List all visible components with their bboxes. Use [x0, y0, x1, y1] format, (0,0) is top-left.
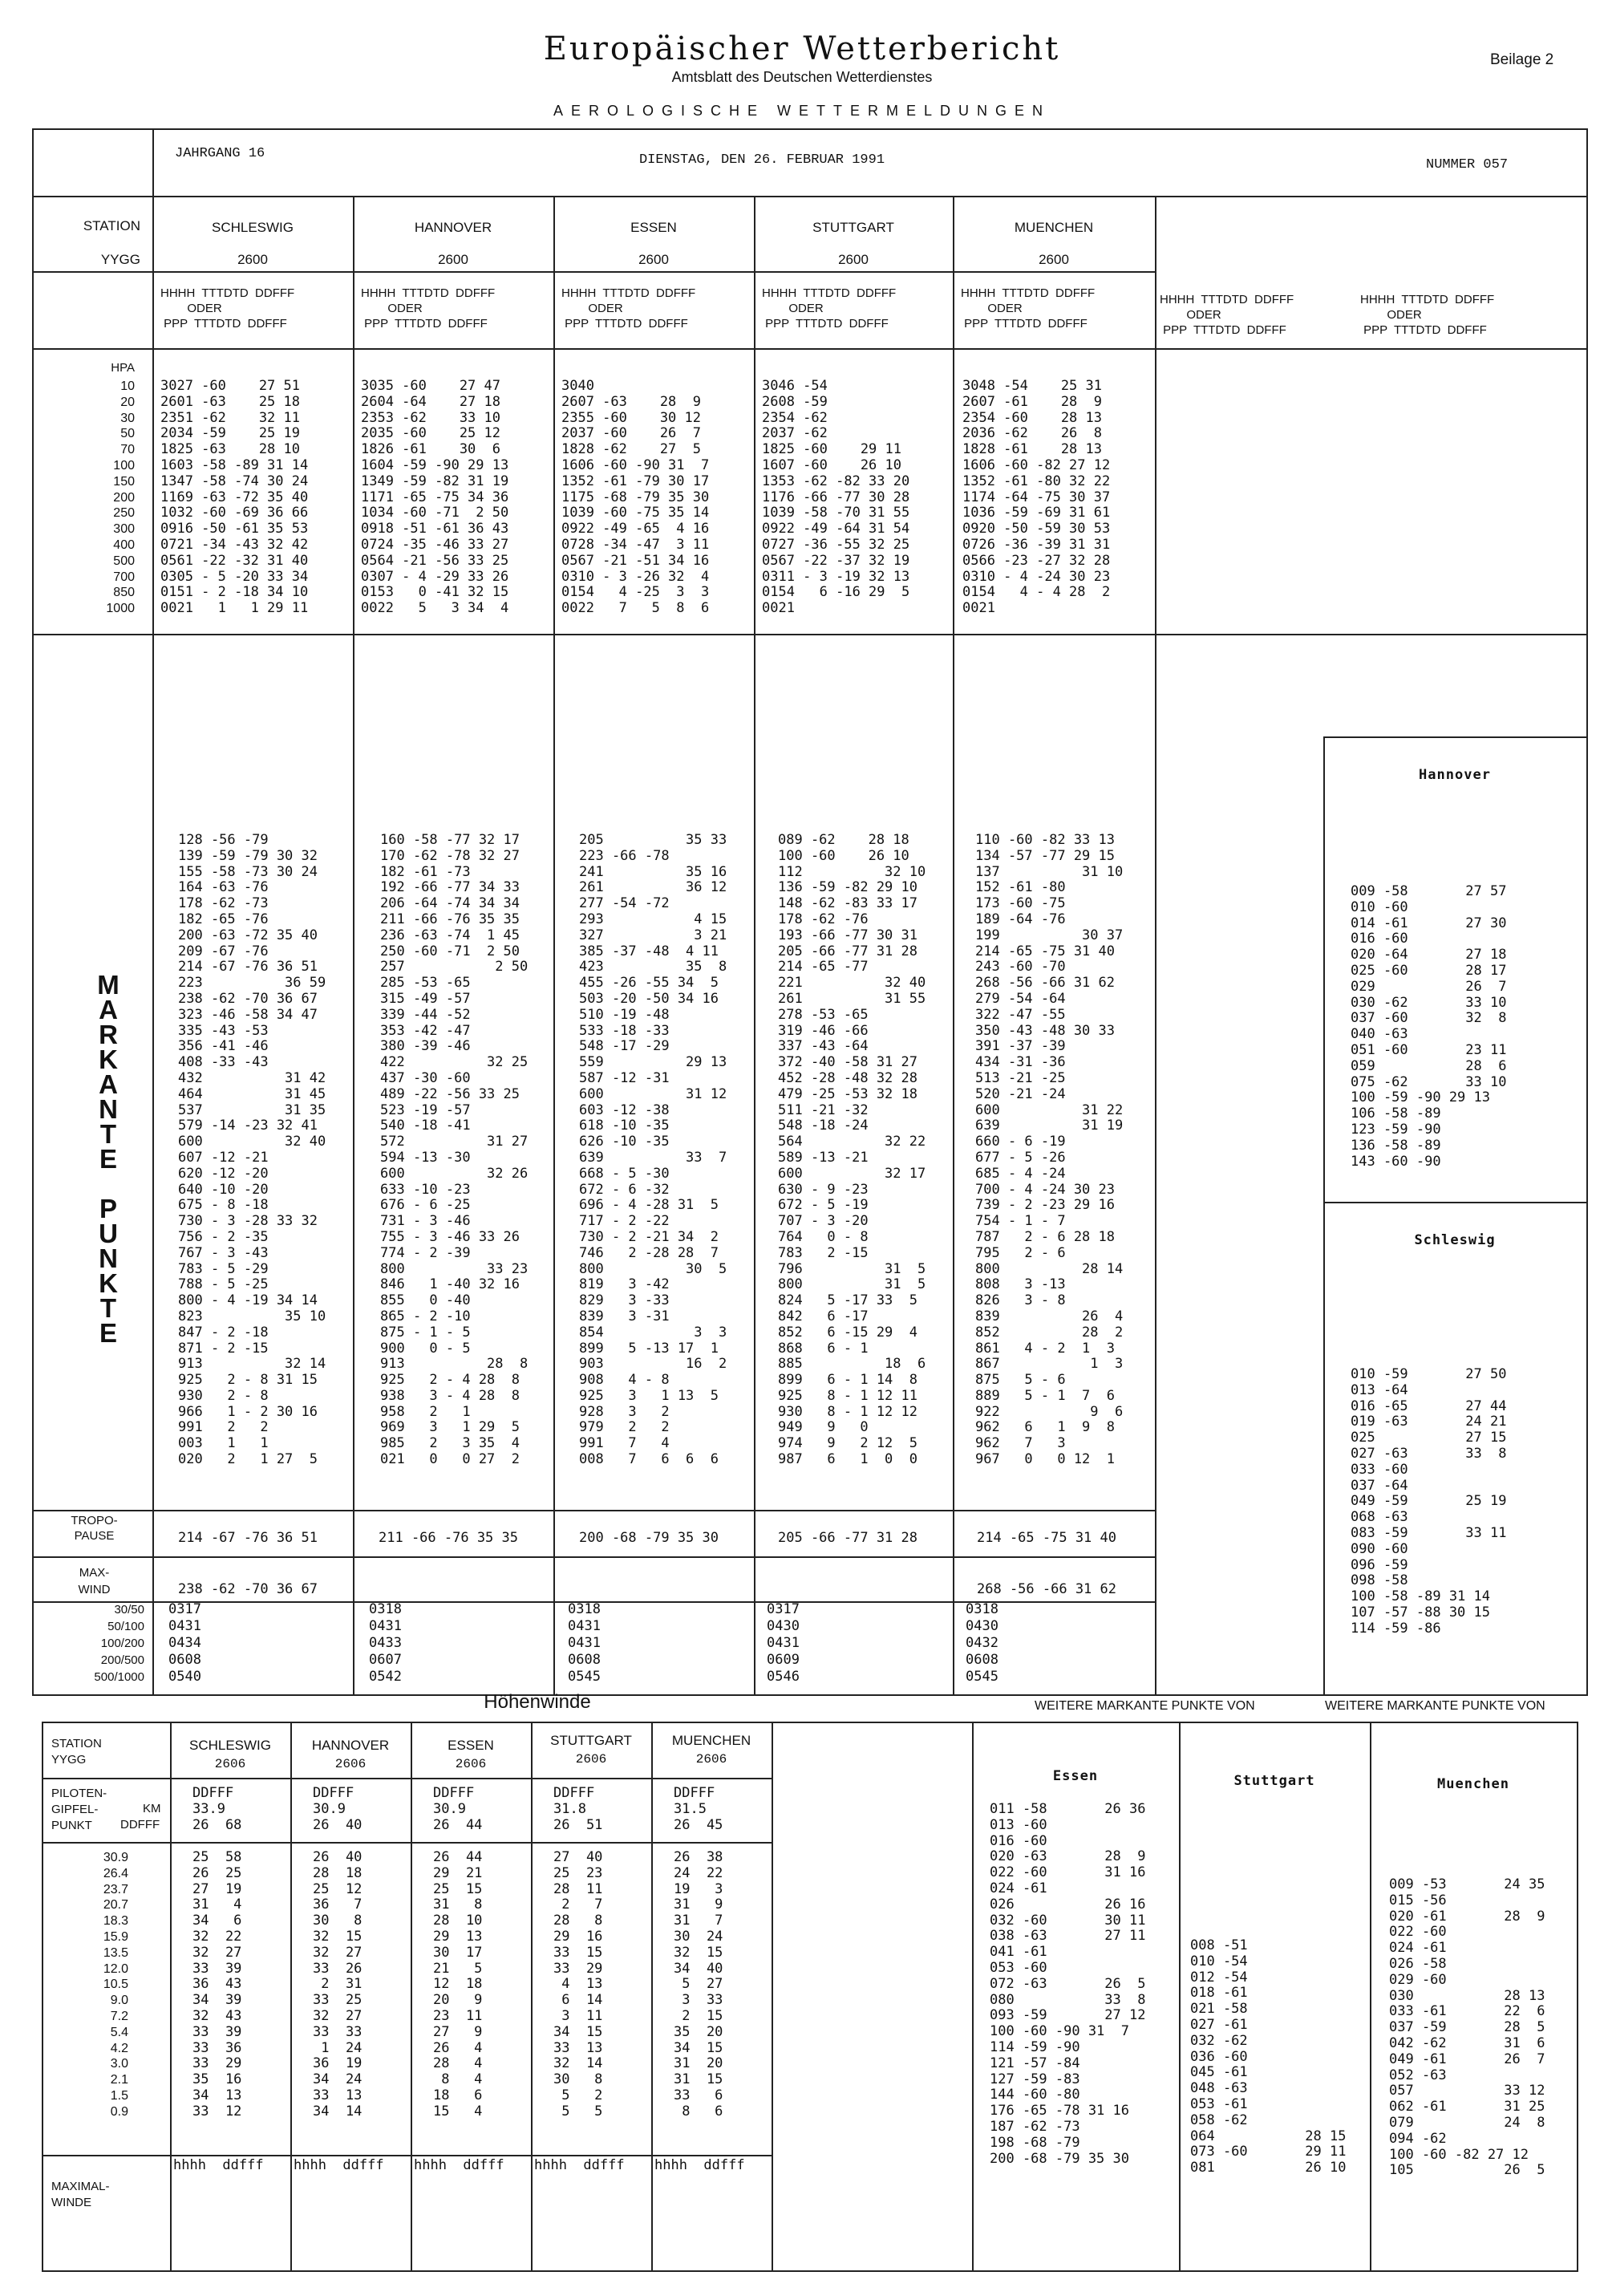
- weitere-title-muenchen: Muenchen: [1437, 1776, 1509, 1792]
- pilot-label: PILOTEN- GIPFEL- PUNKT: [51, 1787, 107, 1832]
- side-title-hannover: Hannover: [1419, 767, 1491, 783]
- side-title-schleswig: Schleswig: [1414, 1232, 1496, 1248]
- winds-station-hannover: HANNOVER: [311, 1738, 390, 1753]
- tropo-schleswig: 214 -67 -76 36 51: [178, 1530, 318, 1546]
- tropo-essen: 200 -68 -79 35 30: [579, 1530, 719, 1546]
- hpa-label: HPA: [111, 361, 135, 375]
- thickness-hannover: 0318 0431 0433 0607 0542: [369, 1601, 402, 1685]
- pilot-muenchen: DDFFF 31.5 26 45: [674, 1785, 723, 1833]
- winds-yygg-muenchen: 2606: [695, 1752, 727, 1767]
- standard-essen: 3040 2607 -63 28 9 2355 -60 30 12 2037 -60 26 7 1828 -62 27 5 1606 -60 -90 31 7 1352 -61 -79 30 17 1175 -68 -79 35 30 1039 -60 -75 35 14 0922 -49 -65 4 16 0728 -34 -47 3 11 0567 -21 -51 34 16 0310 - 3 -26 32 4 0154 4 -25 3 3 0022 7 5 8 6: [561, 378, 710, 617]
- maxwind-schleswig: 238 -62 -70 36 67: [178, 1581, 318, 1597]
- yygg-hannover: 2600: [438, 252, 468, 267]
- maxwinde-head-muenchen: hhhh ddfff: [654, 2157, 745, 2173]
- winds-title: Höhenwinde: [484, 1691, 591, 1713]
- jahrgang: JAHRGANG 16: [175, 146, 265, 161]
- winds-hannover: 26 40 28 18 25 12 36 7 30 8 32 15 32 27 33 26 2 31 33 25 32 27 33 33 1 24 36 19 34 24 33 13 34 14: [313, 1849, 363, 2120]
- colhead-extra-2: HHHH TTTDTD DDFFF ODER PPP TTTDTD DDFFF: [1360, 293, 1495, 337]
- pilot-stuttgart: DDFFF 31.8 26 51: [553, 1785, 603, 1833]
- maxwinde-head-essen: hhhh ddfff: [414, 2157, 504, 2173]
- winds-yygg-essen: 2606: [455, 1757, 487, 1771]
- beilage-label: Beilage 2: [1490, 51, 1554, 68]
- winds-levels: 30.9 26.4 23.7 20.7 18.3 15.9 13.5 12.0 10.5 9.0 7.2 5.4 4.2 3.0 2.1 1.5 0.9: [103, 1851, 128, 2119]
- winds-schleswig: 25 58 26 25 27 19 31 4 34 6 32 22 32 27 33 39 36 43 34 39 32 43 33 39 33 36 33 29 35 16 34 13 33 12: [192, 1849, 242, 2120]
- yygg-muenchen: 2600: [1039, 252, 1069, 267]
- markante-hannover: 160 -58 -77 32 17 170 -62 -78 32 27 182 -61 -73 192 -66 -77 34 33 206 -64 -74 34 34 211 -66 -76 35 35 236 -63 -74 1 45 250 -60 -71 2 50 257 2 50 285 -53 -65 315 -49 -57 339 -44 -52 353 -42 -47 380 -39 -46 422 32 25 437 -30 -60 489 -22 -56 33 25 523 -19 -57 540 -18 -41 572 31 27 594 -13 -30 600 32 26 633 -10 -23 676 - 6 -25 731 - 3 -46 755 - 3 -46 33 26 774 - 2 -39 800 33 23 846 1 -40 32 16 855 0 -40 865 - 2 -10 875 - 1 - 5 900 0 - 5 913 28 8 925 2 - 4 28 8 938 3 - 4 28 8 958 2 1 969 3 1 29 5 985 2 3 35 4 021 0 0 27 2: [380, 832, 529, 1468]
- page-title: Europäischer Wetterbericht: [543, 30, 1061, 67]
- weitere-data-stuttgart: 008 -51 010 -54 012 -54 018 -61 021 -58 027 -61 032 -62 036 -60 045 -61 048 -63 053 -61 058 -62 064 28 15 073 -60 29 11 081 26 10: [1190, 1937, 1347, 2176]
- markante-essen: 205 35 33 223 -66 -78 241 35 16 261 36 12 277 -54 -72 293 4 15 327 3 21 385 -37 -48 4 11 423 35 8 455 -26 -55 34 5 503 -20 -50 34 16 510 -19 -48 533 -18 -33 548 -17 -29 559 29 13 587 -12 -31 600 31 12 603 -12 -38 618 -10 -35 626 -10 -35 639 33 7 668 - 5 -30 672 - 6 -32 696 - 4 -28 31 5 717 - 2 -22 730 - 2 -21 34 2 746 2 -28 28 7 800 30 5 819 3 -42 829 3 -33 839 3 -31 854 3 3 899 5 -13 17 1 903 16 2 908 4 - 8 925 3 1 13 5 928 3 2 979 2 2 991 7 4 008 7 6 6 6: [579, 832, 727, 1468]
- yygg-essen: 2600: [638, 252, 669, 267]
- pilot-essen: DDFFF 30.9 26 44: [433, 1785, 483, 1833]
- yygg-label: YYGG: [100, 252, 140, 267]
- colhead-essen: HHHH TTTDTD DDFFF ODER PPP TTTDTD DDFFF: [561, 286, 696, 331]
- winds-station-stuttgart: STUTTGART: [550, 1733, 632, 1748]
- colhead-hannover: HHHH TTTDTD DDFFF ODER PPP TTTDTD DDFFF: [361, 286, 496, 331]
- standard-hannover: 3035 -60 27 47 2604 -64 27 18 2353 -62 33 10 2035 -60 25 12 1826 -61 30 6 1604 -59 -90 29 13 1349 -59 -82 31 19 1171 -65 -75 34 36 1034 -60 -71 2 50 0918 -51 -61 36 43 0724 -35 -46 33 27 0564 -21 -56 33 25 0307 - 4 -29 33 26 0153 0 -41 32 15 0022 5 3 34 4: [361, 378, 509, 617]
- winds-stuttgart: 27 40 25 23 28 11 2 7 28 8 29 16 33 15 33 29 4 13 6 14 3 11 34 15 33 13 32 14 30 8 5 2 5 5: [553, 1849, 603, 2120]
- station-name-stuttgart: STUTTGART: [812, 220, 894, 235]
- pilot-hannover: DDFFF 30.9 26 40: [313, 1785, 363, 1833]
- weitere-title-1: WEITERE MARKANTE PUNKTE VON: [1035, 1699, 1255, 1713]
- maxwinde-head-stuttgart: hhhh ddfff: [534, 2157, 625, 2173]
- hpa-levels: 10 20 30 50 70 100 150 200 250 300 400 500 700 850 1000: [106, 379, 135, 616]
- winds-yygg-stuttgart: 2606: [575, 1752, 607, 1767]
- thickness-schleswig: 0317 0431 0434 0608 0540: [168, 1601, 201, 1685]
- markante-muenchen: 110 -60 -82 33 13 134 -57 -77 29 15 137 31 10 152 -61 -80 173 -60 -75 189 -64 -76 199 30 37 214 -65 -75 31 40 243 -60 -70 268 -56 -66 31 62 279 -54 -64 322 -47 -55 350 -43 -48 30 33 391 -37 -39 434 -31 -36 513 -21 -25 520 -21 -24 600 31 22 639 31 19 660 - 6 -19 677 - 5 -26 685 - 4 -24 700 - 4 -24 30 23 739 - 2 -23 29 16 754 - 1 - 7 787 2 - 6 28 18 795 2 - 6 800 28 14 808 3 -13 826 3 - 8 839 26 4 852 28 2 861 4 - 2 1 3 867 1 3 875 5 - 6 889 5 - 1 7 6 922 9 6 962 6 1 9 8 962 7 3 967 0 0 12 1: [975, 832, 1124, 1468]
- pilot-schleswig: DDFFF 33.9 26 68: [192, 1785, 242, 1833]
- page-subtitle: Amtsblatt des Deutschen Wetterdienstes: [671, 69, 933, 85]
- yygg-schleswig: 2600: [237, 252, 268, 267]
- weitere-title-essen: Essen: [1052, 1768, 1099, 1784]
- thickness-labels: 30/50 50/100 100/200 200/500 500/1000: [94, 1603, 144, 1684]
- winds-station-essen: ESSEN: [448, 1738, 494, 1753]
- markante-punkte-label: M A R K A N T E P U N K T E: [97, 970, 119, 1348]
- side-data-hannover: 009 -58 27 57 010 -60 014 -61 27 30 016 -60 020 -64 27 18 025 -60 28 17 029 26 7 030 -62 33 10 037 -60 32 8 040 -63 051 -60 23 11 059 28 6 075 -62 33 10 100 -59 -90 29 13 106 -58 -89 123 -59 -90 136 -58 -89 143 -60 -90: [1351, 883, 1507, 1170]
- maxwinde-head-schleswig: hhhh ddfff: [173, 2157, 264, 2173]
- colhead-schleswig: HHHH TTTDTD DDFFF ODER PPP TTTDTD DDFFF: [160, 286, 295, 331]
- winds-yygg-hannover: 2606: [334, 1757, 367, 1771]
- colhead-muenchen: HHHH TTTDTD DDFFF ODER PPP TTTDTD DDFFF: [961, 286, 1096, 331]
- winds-station-label: STATION YYGG: [51, 1737, 102, 1767]
- pilot-ddfff-label: DDFFF: [120, 1818, 160, 1832]
- tropo-muenchen: 214 -65 -75 31 40: [977, 1530, 1116, 1546]
- station-name-essen: ESSEN: [630, 220, 677, 235]
- markante-schleswig: 128 -56 -79 139 -59 -79 30 32 155 -58 -73 30 24 164 -63 -76 178 -62 -73 182 -65 -76 200 -63 -72 35 40 209 -67 -76 214 -67 -76 36 51 223 36 59 238 -62 -70 36 67 323 -46 -58 34 47 335 -43 -53 356 -41 -46 408 -33 -43 432 31 42 464 31 45 537 31 35 579 -14 -23 32 41 600 32 40 607 -12 -21 620 -12 -20 640 -10 -20 675 - 8 -18 730 - 3 -28 33 32 756 - 2 -35 767 - 3 -43 783 - 5 -29 788 - 5 -25 800 - 4 -19 34 14 823 35 10 847 - 2 -18 871 - 2 -15 913 32 14 925 2 - 8 31 15 930 2 - 8 966 1 - 2 30 16 991 2 2 003 1 1 020 2 1 27 5: [178, 832, 326, 1468]
- station-label: STATION: [83, 218, 140, 233]
- maxwind-muenchen: 268 -56 -66 31 62: [977, 1581, 1116, 1597]
- maxwind-label: MAX- WIND: [78, 1566, 111, 1596]
- weitere-data-muenchen: 009 -53 24 35 015 -56 020 -61 28 9 022 -60 024 -61 026 -58 029 -60 030 28 13 033 -61 22 6 037 -59 28 5 042 -62 31 6 049 -61 26 7 052 -63 057 33 12 062 -61 31 25 079 24 8 094 -62 100 -60 -82 27 12 105 26 5: [1389, 1876, 1545, 2179]
- markante-stuttgart: 089 -62 28 18 100 -60 26 10 112 32 10 136 -59 -82 29 10 148 -62 -83 33 17 178 -62 -76 193 -66 -77 30 31 205 -66 -77 31 28 214 -65 -77 221 32 40 261 31 55 278 -53 -65 319 -46 -66 337 -43 -64 372 -40 -58 31 27 452 -28 -48 32 28 479 -25 -53 32 18 511 -21 -32 548 -18 -24 564 32 22 589 -13 -21 600 32 17 630 - 9 -23 672 - 5 -19 707 - 3 -20 764 0 - 8 783 2 -15 796 31 5 800 31 5 824 5 -17 33 5 842 6 -17 852 6 -15 29 4 868 6 - 1 885 18 6 899 6 - 1 14 8 925 8 - 1 12 11 930 8 - 1 12 12 949 9 0 974 9 2 12 5 987 6 1 0 0: [778, 832, 926, 1468]
- issue-number: NUMMER 057: [1426, 157, 1509, 172]
- maxwinde-label: MAXIMAL- WINDE: [51, 2180, 110, 2209]
- thickness-muenchen: 0318 0430 0432 0608 0545: [966, 1601, 998, 1685]
- winds-station-schleswig: SCHLESWIG: [188, 1738, 272, 1753]
- standard-stuttgart: 3046 -54 2608 -59 2354 -62 2037 -62 1825 -60 29 11 1607 -60 26 10 1353 -62 -82 33 20 1176 -66 -77 30 28 1039 -58 -70 31 55 0922 -49 -64 31 54 0727 -36 -55 32 25 0567 -22 -37 32 19 0311 - 3 -19 32 13 0154 6 -16 29 5 0021: [762, 378, 910, 617]
- side-data-schleswig: 010 -59 27 50 013 -64 016 -65 27 44 019 -63 24 21 025 27 15 027 -63 33 8 033 -60 037 -64 049 -59 25 19 068 -63 083 -59 33 11 090 -60 096 -59 098 -58 100 -58 -89 31 14 107 -57 -88 30 15 114 -59 -86: [1351, 1366, 1507, 1637]
- station-name-hannover: HANNOVER: [414, 220, 492, 235]
- colhead-extra-1: HHHH TTTDTD DDFFF ODER PPP TTTDTD DDFFF: [1160, 293, 1294, 337]
- standard-muenchen: 3048 -54 25 31 2607 -61 28 9 2354 -60 28 13 2036 -62 26 8 1828 -61 28 13 1606 -60 -82 27 12 1352 -61 -80 32 22 1174 -64 -75 30 37 1036 -59 -69 31 61 0920 -50 -59 30 53 0726 -36 -39 31 31 0566 -23 -27 32 28 0310 - 4 -24 30 23 0154 4 - 4 28 2 0021: [962, 378, 1111, 617]
- thickness-essen: 0318 0431 0431 0608 0545: [568, 1601, 601, 1685]
- standard-schleswig: 3027 -60 27 51 2601 -63 25 18 2351 -62 32 11 2034 -59 25 19 1825 -63 28 10 1603 -58 -89 31 14 1347 -58 -74 30 24 1169 -63 -72 35 40 1032 -60 -69 36 66 0916 -50 -61 35 53 0721 -34 -43 32 42 0561 -22 -32 31 40 0305 - 5 -20 33 34 0151 - 2 -18 34 10 0021 1 1 29 11: [160, 378, 309, 617]
- colhead-stuttgart: HHHH TTTDTD DDFFF ODER PPP TTTDTD DDFFF: [762, 286, 897, 331]
- tropo-stuttgart: 205 -66 -77 31 28: [778, 1530, 917, 1546]
- issue-date: DIENSTAG, DEN 26. FEBRUAR 1991: [638, 152, 885, 168]
- station-name-schleswig: SCHLESWIG: [211, 220, 294, 235]
- tropo-hannover: 211 -66 -76 35 35: [379, 1530, 518, 1546]
- winds-muenchen: 26 38 24 22 19 3 31 9 31 7 30 24 32 15 34 40 5 27 3 33 2 15 35 20 34 15 31 20 31 15 33 6 8 6: [674, 1849, 723, 2120]
- maxwinde-head-hannover: hhhh ddfff: [294, 2157, 384, 2173]
- weitere-title-2: WEITERE MARKANTE PUNKTE VON: [1325, 1699, 1545, 1713]
- winds-station-muenchen: MUENCHEN: [671, 1733, 751, 1748]
- winds-essen: 26 44 29 21 25 15 31 8 28 10 29 13 30 17 21 5 12 18 20 9 23 11 27 9 26 4 28 4 8 4 18 6 15 4: [433, 1849, 483, 2120]
- pilot-km-label: KM: [143, 1802, 161, 1815]
- thickness-stuttgart: 0317 0430 0431 0609 0546: [767, 1601, 800, 1685]
- station-name-muenchen: MUENCHEN: [1014, 220, 1094, 235]
- tropo-label: TROPO- PAUSE: [71, 1514, 118, 1543]
- weitere-title-stuttgart: Stuttgart: [1233, 1773, 1315, 1789]
- section-title: AEROLOGISCHE WETTERMELDUNGEN: [553, 103, 1051, 119]
- winds-yygg-schleswig: 2606: [214, 1757, 246, 1771]
- yygg-stuttgart: 2600: [838, 252, 869, 267]
- weitere-data-essen: 011 -58 26 36 013 -60 016 -60 020 -63 28 9 022 -60 31 16 024 -61 026 26 16 032 -60 30 11 038 -63 27 11 041 -61 053 -60 072 -63 26 5 080 33 8 093 -59 27 12 100 -60 -90 31 7 114 -59 -90 121 -57 -84 127 -59 -83 144 -60 -80 176 -65 -78 31 16 187 -62 -73 198 -68 -79 200 -68 -79 35 30: [990, 1801, 1146, 2167]
